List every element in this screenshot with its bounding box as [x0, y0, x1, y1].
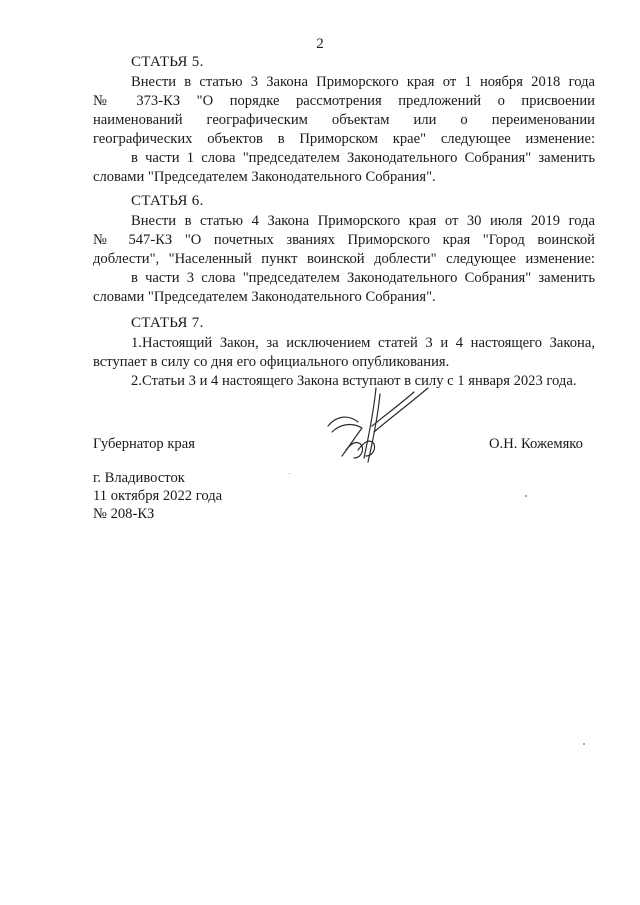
article-6-heading: СТАТЬЯ 6. [131, 193, 204, 209]
article-7-line: 2.Статьи 3 и 4 настоящего Закона вступают в силу с 1 января 2023 года. [131, 373, 577, 389]
article-7-heading: СТАТЬЯ 7. [131, 315, 204, 331]
governor-name: О.Н. Кожемяко [489, 436, 583, 452]
scan-speck [583, 743, 585, 745]
article-6-line: доблести", "Населенный пункт воинской доблести" следующее изменение: [93, 251, 595, 267]
article-5-line: наименований географическим объектам или о переименовании [93, 112, 595, 128]
article-5-heading: СТАТЬЯ 5. [131, 54, 204, 70]
article-5-line: географических объектов в Приморском крае" следующее изменение: [93, 131, 595, 147]
article-5-line: словами "Председателем Законодательного Собрания". [93, 169, 436, 185]
article-6-line: № 547-КЗ "О почетных званиях Приморского края "Город воинской [93, 232, 595, 248]
law-number: № 208-КЗ [93, 506, 155, 522]
article-6-line: Внести в статью 4 Закона Приморского края от 30 июля 2019 года [131, 213, 595, 229]
issue-city: г. Владивосток [93, 470, 185, 486]
governor-title: Губернатор края [93, 436, 195, 452]
article-5-line: в части 1 слова "председателем Законодательного Собрания" заменить [131, 150, 595, 166]
article-6-line: в части 3 слова "председателем Законодательного Собрания" заменить [131, 270, 595, 286]
article-6-body [93, 212, 595, 307]
article-6-line: словами "Председателем Законодательного Собрания". [93, 289, 436, 305]
handwritten-signature [318, 386, 438, 466]
article-7-line: вступает в силу со дня его официального опубликования. [93, 354, 450, 370]
article-7-body [93, 334, 595, 391]
issue-date: 11 октября 2022 года [93, 488, 223, 504]
article-5-line: Внести в статью 3 Закона Приморского края от 1 ноября 2018 года [131, 74, 595, 90]
article-5-body [93, 73, 595, 187]
scan-speck [289, 473, 290, 474]
article-5-line: № 373-КЗ "О порядке рассмотрения предложений о присвоении [93, 93, 595, 109]
article-7-line: 1.Настоящий Закон, за исключением статей 3 и 4 настоящего Закона, [131, 335, 595, 351]
page-number: 2 [316, 36, 324, 52]
scan-speck [525, 495, 527, 497]
